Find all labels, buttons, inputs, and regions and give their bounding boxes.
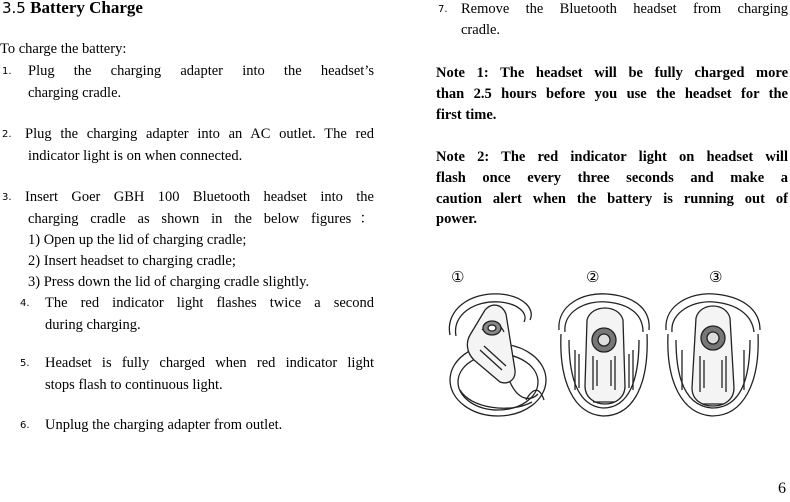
step-7-line1: Remove the Bluetooth headset from charging — [461, 1, 788, 17]
figure-1-cradle-open — [440, 290, 550, 420]
step-5-number: 5. — [20, 358, 30, 369]
step-6-line1: Unplug the charging adapter from outlet. — [45, 417, 283, 433]
note-2-line1: Note 2: The red indicator light on headset will — [436, 149, 788, 165]
figure-2-headset-inserted — [553, 290, 655, 420]
step-5-line1: Headset is fully charged when red indicator light — [45, 355, 374, 371]
step-7-line2: cradle. — [461, 22, 501, 38]
substep-1: 1) Open up the lid of charging cradle; — [28, 232, 247, 248]
section-title-text: Battery Charge — [30, 0, 143, 17]
step-3-line2: charging cradle as shown in the below figures： — [28, 211, 374, 227]
page-number: 6 — [778, 480, 786, 497]
note-2-line2: flash once every three seconds and make a — [436, 170, 788, 186]
step-2-line1: Plug the charging adapter into an AC outlet. The red — [25, 126, 374, 142]
step-2-number: 2. — [2, 129, 12, 140]
intro-text: To charge the battery: — [0, 41, 127, 57]
note-2-line4: power. — [436, 211, 477, 227]
section-number: 3.5 — [2, 0, 26, 17]
step-4-line1: The red indicator light flashes twice a second — [45, 295, 374, 311]
note-1-line2: than 2.5 hours before you use the headset for the — [436, 86, 788, 102]
figure-label-1: ① — [451, 268, 465, 286]
figure-label-2: ② — [586, 268, 600, 286]
step-1-line1: Plug the charging adapter into the headset’s — [28, 63, 374, 79]
substep-2: 2) Insert headset to charging cradle; — [28, 253, 236, 269]
step-1-line2: charging cradle. — [28, 85, 122, 101]
note-1-line1: Note 1: The headset will be fully charged more — [436, 65, 788, 81]
step-4-number: 4. — [20, 298, 30, 309]
step-1-number: 1. — [2, 66, 12, 77]
note-1-line3: first time. — [436, 107, 497, 123]
note-2-line3: caution alert when the battery is running out of — [436, 191, 788, 207]
section-title — [2, 0, 143, 18]
step-3-number: 3. — [2, 192, 12, 203]
step-5-line2: stops flash to continuous light. — [45, 377, 223, 393]
figure-label-3: ③ — [709, 268, 723, 286]
step-2-line2: indicator light is on when connected. — [28, 148, 243, 164]
step-7-number: 7. — [438, 4, 448, 15]
substep-3: 3) Press down the lid of charging cradle slightly. — [28, 274, 310, 290]
step-6-number: 6. — [20, 420, 30, 431]
figure-3-cradle-closed — [662, 290, 764, 420]
step-4-line2: during charging. — [45, 317, 141, 333]
step-3-line1: Insert Goer GBH 100 Bluetooth headset into the — [25, 189, 374, 205]
